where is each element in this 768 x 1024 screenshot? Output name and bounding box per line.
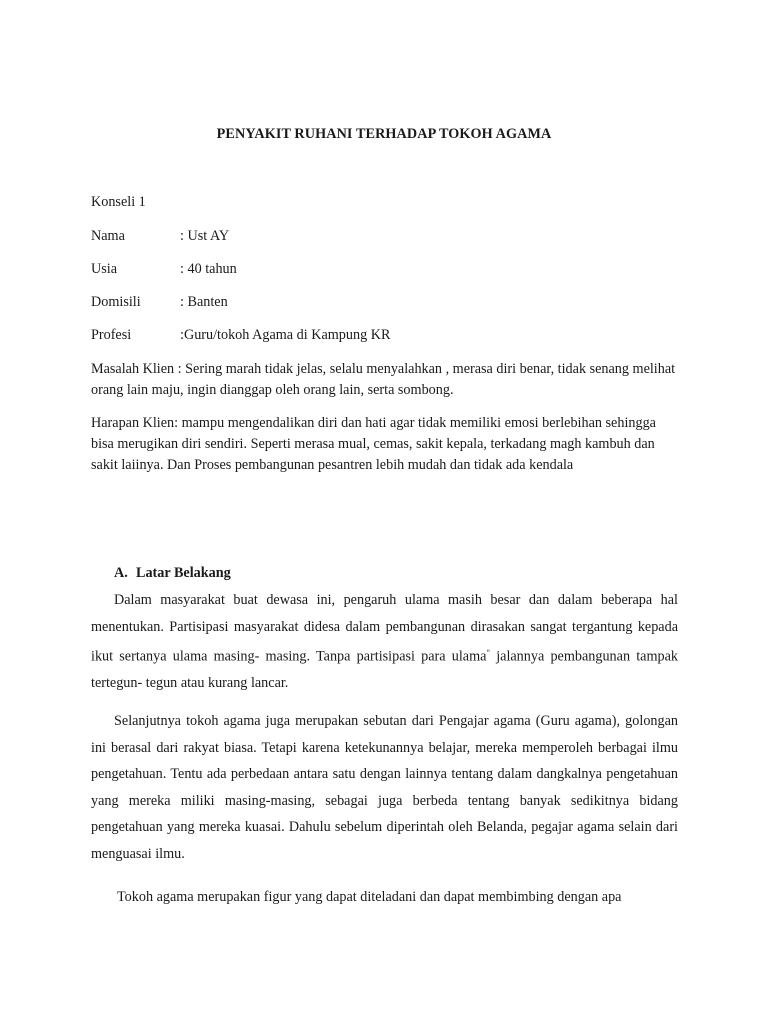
paragraph-1-footnote-mark: “ [486,648,490,657]
field-value-usia: : 40 tahun [180,261,237,277]
section-letter: A. [114,565,128,581]
paragraph-1-text: Dalam masyarakat buat dewasa ini, pengaruh ulama masih besar dan dalam beberapa hal menentukan. Partisipasi masyarakat didesa dalam pembangunan dirasakan sangat tergantung kepada ikut sertanya ulama masing- masing. Tanpa partisipasi para ulama [91,592,678,665]
section-title: Latar Belakang [136,565,231,581]
masalah-klien: Masalah Klien : Sering marah tidak jelas, selalu menyalahkan , merasa diri benar, tidak senang melihat orang lain maju, ingin dianggap oleh orang lain, serta sombong. [91,361,676,398]
section-heading [114,565,231,582]
field-label-nama: Nama [91,228,125,244]
field-value-profesi: :Guru/tokoh Agama di Kampung KR [180,327,391,343]
field-value-nama: : Ust AY [180,228,230,244]
paragraph-2: Selanjutnya tokoh agama juga merupakan sebutan dari Pengajar agama (Guru agama), golongan ini berasal dari rakyat biasa. Tetapi karena ketekunannya belajar, mereka memperoleh berbagai ilmu pengetahuan. Tentu ada perbedaan antara satu dengan lainnya tentang dalam dangkalnya pengetahuan yang mereka miliki masing-masing, sebagai juga berbeda tentang banyak sedikitnya bidang pengetahuan yang mereka kuasai. Dahulu sebelum diperintah oleh Belanda, pegajar agama selain dari menguasai ilmu. [91,713,678,862]
paragraph-1 [91,587,678,697]
paragraph-1-end: jalannya pembangunan tampak tertegun- tegun atau kurang lancar. [91,648,678,692]
harapan-klien: Harapan Klien: mampu mengendalikan diri dan hati agar tidak memiliki emosi berlebihan sehingga bisa merugikan diri sendiri. Seperti merasa mual, cemas, sakit kepala, terkadang magh kambuh dan sakit laiinya. Dan Proses pembangunan pesantren lebih mudah dan tidak ada kendala [91,415,656,473]
document-title: PENYAKIT RUHANI TERHADAP TOKOH AGAMA [216,126,552,142]
paragraph-3: Tokoh agama merupakan figur yang dapat diteladani dan dapat membimbing dengan apa [117,889,622,905]
field-label-domisili: Domisili [91,294,141,310]
konseli-label: Konseli 1 [91,194,146,210]
field-label-usia: Usia [91,261,118,277]
field-label-profesi: Profesi [91,327,132,343]
field-value-domisili: : Banten [180,294,228,310]
